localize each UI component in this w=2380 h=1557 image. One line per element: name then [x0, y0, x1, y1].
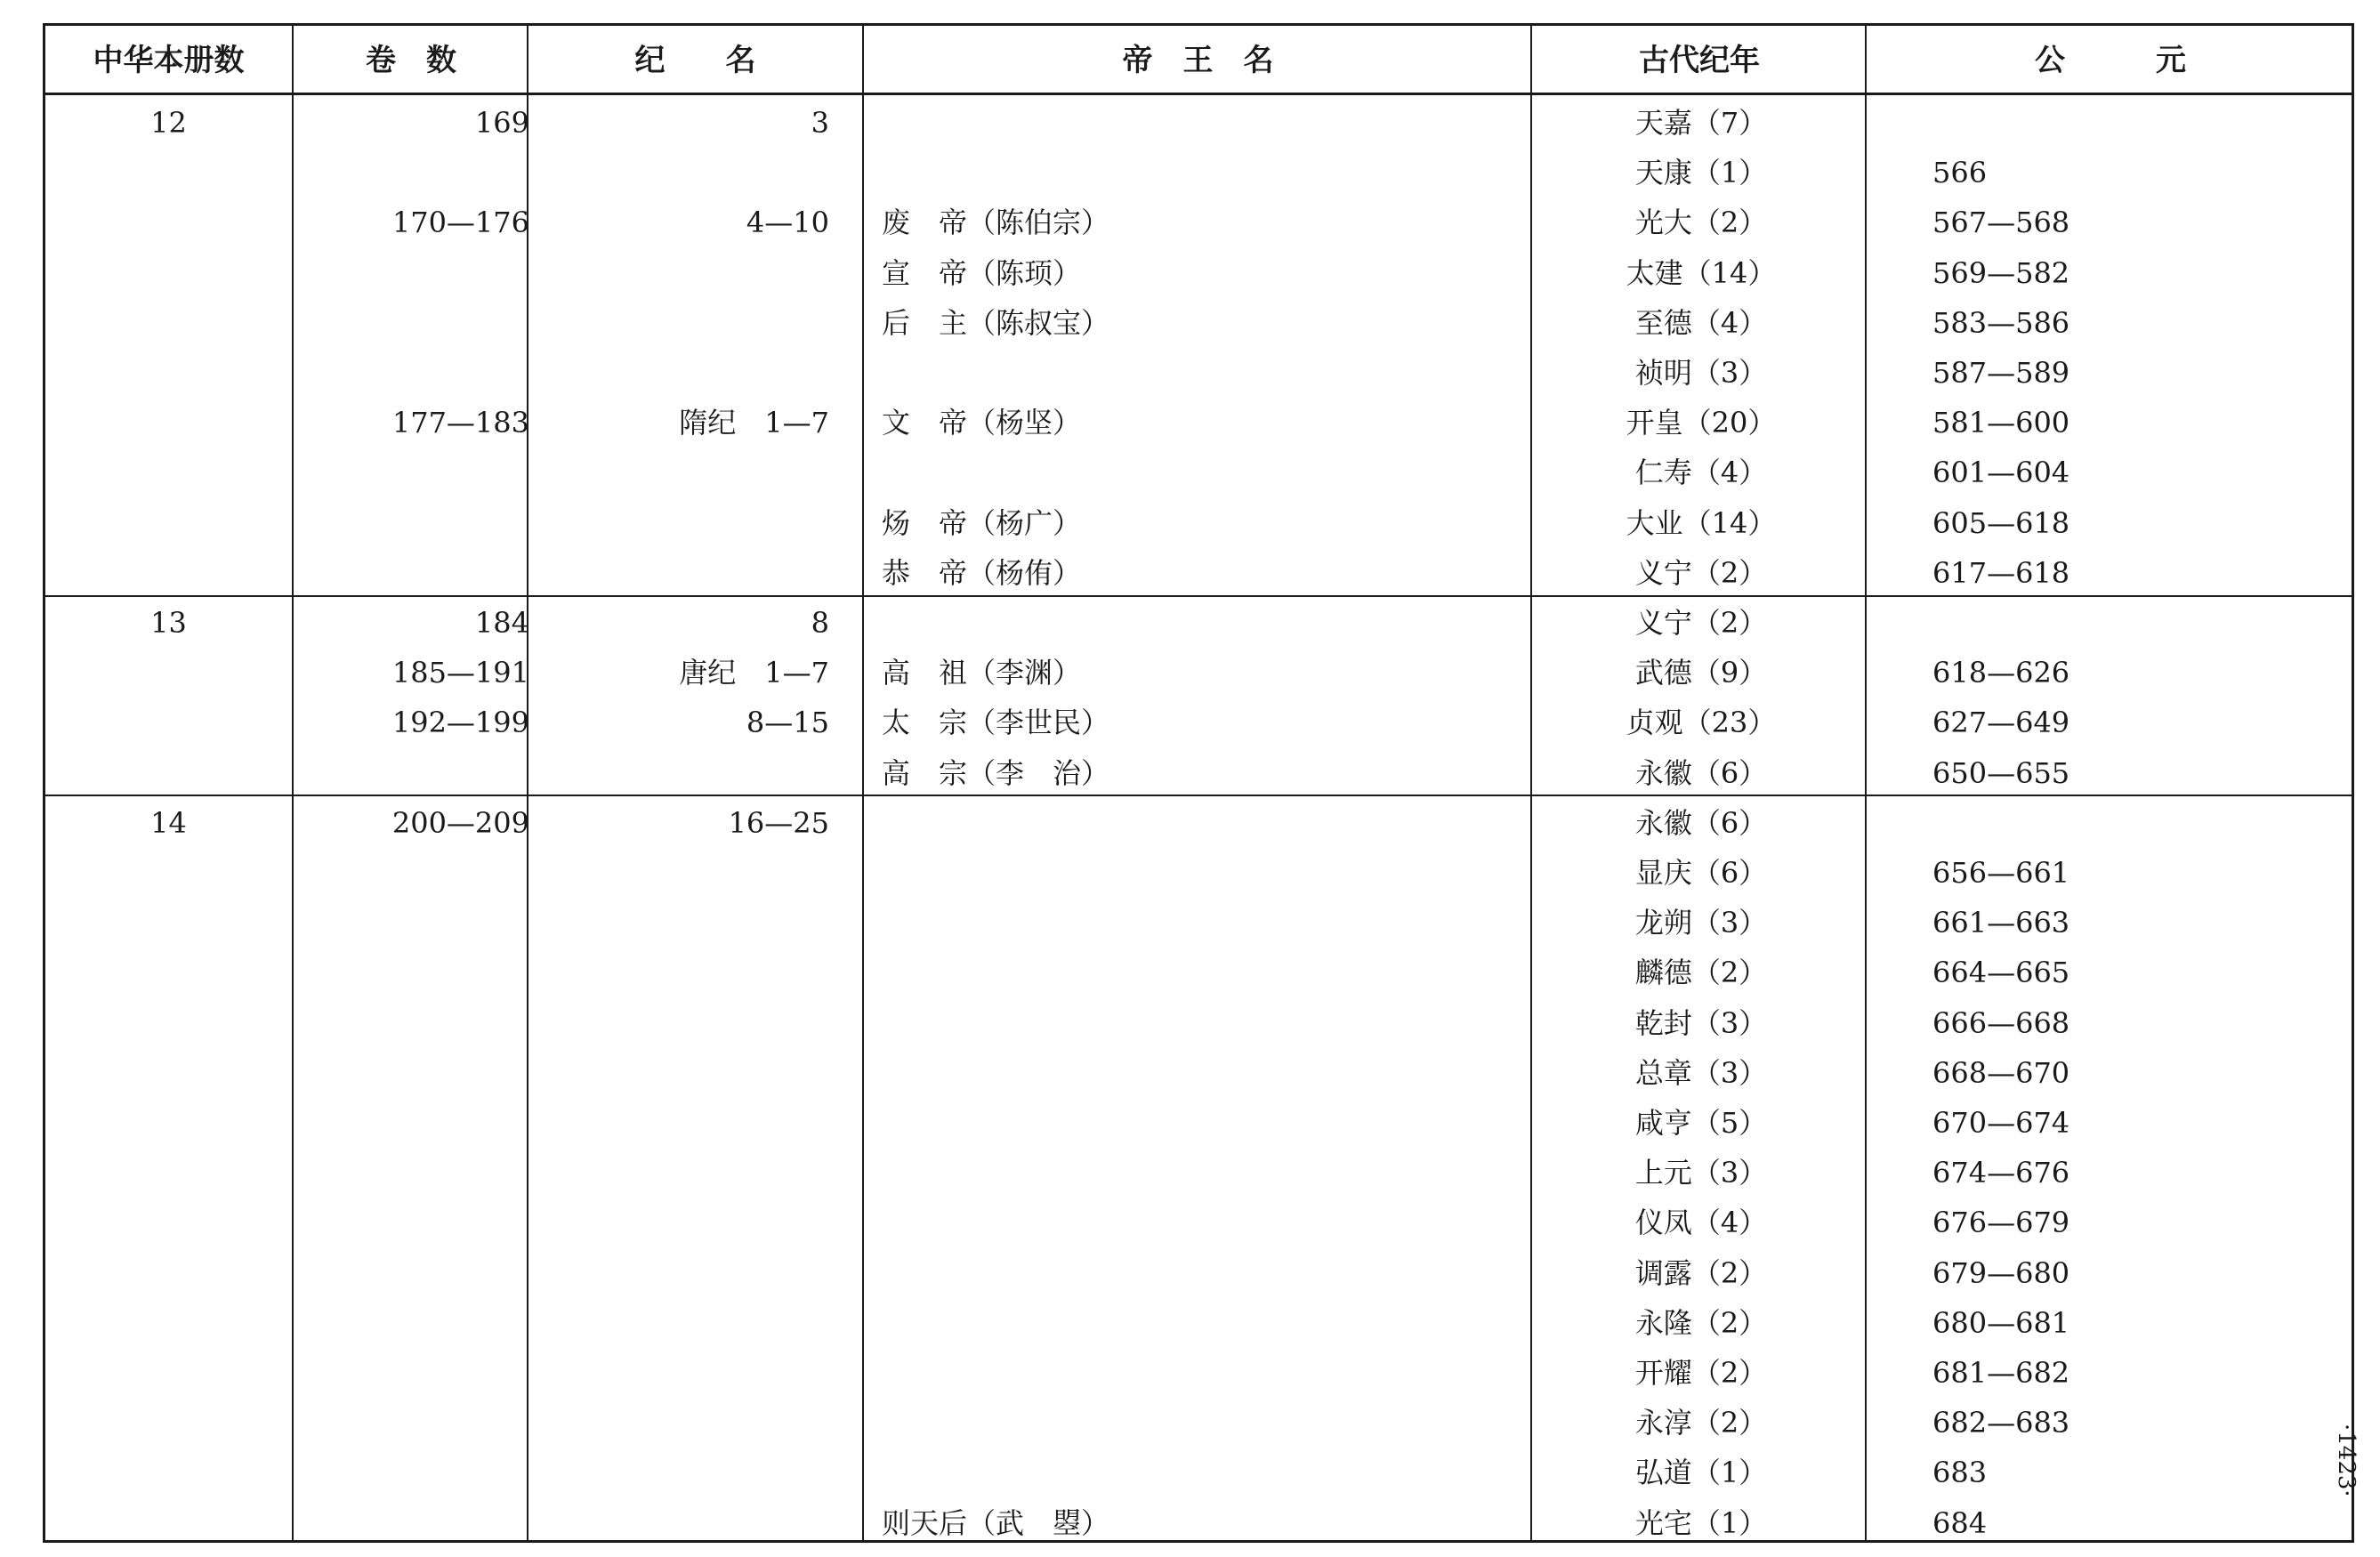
- cell-juan-range: [294, 1098, 529, 1148]
- cell-era-name: 永隆（2）: [1634, 1305, 1768, 1340]
- cell-era-name: 弘道（1）: [1634, 1456, 1768, 1490]
- cell-era-name: 开耀（2）: [1634, 1356, 1768, 1390]
- cell-annal-range: [528, 748, 829, 798]
- cell-era-name: 祯明（3）: [1634, 356, 1768, 390]
- cell-ad-year-range: 627—649: [1932, 706, 2070, 740]
- cell-emperor-name: [882, 848, 1522, 898]
- cell-juan-range: 184: [474, 606, 529, 640]
- cell-annal-range: [528, 948, 829, 997]
- cell-ad-year-range: 581—600: [1932, 406, 2070, 440]
- cell-juan-range: 170—176: [391, 206, 529, 240]
- cell-emperor-name: [882, 598, 1522, 648]
- cell-juan-range: [294, 298, 529, 348]
- cell-juan-range: [294, 548, 529, 598]
- cell-emperor-name: [882, 1098, 1522, 1148]
- header-era-name: 古代纪年: [1639, 43, 1760, 78]
- chronology-table: [43, 23, 2354, 1543]
- cell-era-name: 咸亨（5）: [1634, 1106, 1768, 1140]
- cell-annal-range: [528, 848, 829, 898]
- cell-ad-year-range: 668—670: [1932, 1055, 2070, 1090]
- cell-volume-number: [45, 1398, 292, 1448]
- cell-ad-year-range: 566: [1932, 156, 1988, 190]
- cell-annal-range: 4—10: [746, 206, 829, 240]
- cell-juan-range: [294, 148, 529, 198]
- cell-era-name: 光宅（1）: [1634, 1505, 1768, 1540]
- cell-volume-number: [45, 198, 292, 247]
- cell-annal-range: [528, 1098, 829, 1148]
- cell-emperor-name: [882, 998, 1522, 1048]
- cell-ad-year-range: [1932, 98, 2288, 148]
- cell-era-name: 义宁（2）: [1634, 606, 1768, 640]
- cell-juan-range: [294, 1148, 529, 1198]
- cell-era-name: 武德（9）: [1634, 656, 1768, 690]
- cell-annal-range: 8: [811, 606, 829, 640]
- cell-juan-range: 185—191: [391, 656, 529, 690]
- cell-era-name: 太建（14）: [1626, 255, 1777, 290]
- cell-juan-range: [294, 1348, 529, 1398]
- cell-ad-year-range: 605—618: [1932, 505, 2070, 540]
- cell-juan-range: [294, 848, 529, 898]
- cell-juan-range: [294, 748, 529, 798]
- cell-annal-range: 隋纪 1—7: [679, 406, 829, 440]
- cell-ad-year-range: 670—674: [1932, 1106, 2070, 1140]
- cell-volume-number: [45, 848, 292, 898]
- cell-juan-range: 200—209: [391, 805, 529, 840]
- cell-emperor-name: [882, 1198, 1522, 1247]
- cell-volume-number: [45, 1498, 292, 1548]
- cell-era-name: 仁寿（4）: [1634, 456, 1768, 490]
- cell-era-name: 开皇（20）: [1626, 406, 1777, 440]
- cell-volume-number: [45, 698, 292, 747]
- cell-annal-range: [528, 998, 829, 1048]
- cell-ad-year-range: 679—680: [1932, 1255, 2070, 1290]
- cell-juan-range: 177—183: [391, 406, 529, 440]
- cell-juan-range: [294, 1048, 529, 1098]
- cell-emperor-name: [882, 1298, 1522, 1348]
- cell-emperor-name: [882, 98, 1522, 148]
- cell-juan-range: [294, 1248, 529, 1298]
- cell-ad-year-range: 569—582: [1932, 255, 2070, 290]
- cell-annal-range: 唐纪 1—7: [679, 656, 829, 690]
- cell-era-name: 龙朔（3）: [1634, 906, 1768, 940]
- cell-juan-range: [294, 248, 529, 298]
- cell-volume-number: [45, 1298, 292, 1348]
- cell-emperor-name: 太 宗（李世民）: [882, 706, 1110, 740]
- cell-emperor-name: 文 帝（杨坚）: [882, 406, 1082, 440]
- cell-volume-number: [45, 548, 292, 598]
- cell-ad-year-range: 683: [1932, 1456, 1988, 1490]
- cell-annal-range: [528, 298, 829, 348]
- cell-era-name: 光大（2）: [1634, 206, 1768, 240]
- cell-annal-range: 16—25: [728, 805, 829, 840]
- cell-annal-range: [528, 1448, 829, 1497]
- cell-emperor-name: 高 宗（李 治）: [882, 755, 1110, 790]
- cell-emperor-name: [882, 1448, 1522, 1497]
- cell-volume-number: 14: [150, 805, 187, 840]
- page-number: ·1423·: [2333, 1424, 2360, 1497]
- cell-annal-range: [528, 1298, 829, 1348]
- cell-emperor-name: [882, 898, 1522, 948]
- cell-ad-year-range: 583—586: [1932, 305, 2070, 340]
- cell-juan-range: [294, 1448, 529, 1497]
- cell-juan-range: [294, 1498, 529, 1548]
- cell-era-name: 永淳（2）: [1634, 1406, 1768, 1440]
- cell-ad-year-range: 587—589: [1932, 356, 2070, 390]
- cell-emperor-name: [882, 1248, 1522, 1298]
- cell-ad-year-range: 617—618: [1932, 555, 2070, 590]
- cell-emperor-name: [882, 1148, 1522, 1198]
- cell-annal-range: [528, 1348, 829, 1398]
- cell-era-name: 仪凤（4）: [1634, 1206, 1768, 1240]
- cell-emperor-name: [882, 348, 1522, 398]
- cell-volume-number: [45, 398, 292, 448]
- cell-annal-range: [528, 1248, 829, 1298]
- header-divider: [45, 93, 2352, 95]
- cell-annal-range: 3: [811, 106, 829, 140]
- cell-volume-number: [45, 1198, 292, 1247]
- cell-era-name: 永徽（6）: [1634, 755, 1768, 790]
- cell-ad-year-range: 682—683: [1932, 1406, 2070, 1440]
- cell-annal-range: [528, 448, 829, 497]
- cell-volume-number: [45, 748, 292, 798]
- cell-emperor-name: [882, 148, 1522, 198]
- cell-era-name: 上元（3）: [1634, 1156, 1768, 1190]
- cell-volume-number: [45, 448, 292, 497]
- cell-emperor-name: 高 祖（李渊）: [882, 656, 1082, 690]
- column-divider: [862, 26, 864, 1540]
- cell-era-name: 麟德（2）: [1634, 956, 1768, 990]
- cell-ad-year-range: 674—676: [1932, 1156, 2070, 1190]
- cell-annal-range: [528, 348, 829, 398]
- header-juan: 卷 数: [366, 43, 456, 78]
- cell-juan-range: [294, 1398, 529, 1448]
- cell-emperor-name: [882, 1348, 1522, 1398]
- cell-ad-year-range: 656—661: [1932, 856, 2070, 890]
- cell-juan-range: 192—199: [391, 706, 529, 740]
- cell-emperor-name: [882, 798, 1522, 848]
- cell-volume-number: 13: [150, 606, 187, 640]
- cell-annal-range: [528, 148, 829, 198]
- cell-emperor-name: [882, 448, 1522, 497]
- cell-annal-range: [528, 1148, 829, 1198]
- cell-era-name: 永徽（6）: [1634, 805, 1768, 840]
- cell-juan-range: [294, 1298, 529, 1348]
- header-ad-year: 公 元: [2035, 43, 2186, 78]
- cell-era-name: 总章（3）: [1634, 1055, 1768, 1090]
- cell-juan-range: [294, 448, 529, 497]
- cell-emperor-name: 恭 帝（杨侑）: [882, 555, 1082, 590]
- cell-annal-range: [528, 1398, 829, 1448]
- cell-era-name: 调露（2）: [1634, 1255, 1768, 1290]
- cell-ad-year-range: [1932, 798, 2288, 848]
- cell-juan-range: [294, 1198, 529, 1247]
- cell-ad-year-range: 684: [1932, 1505, 1988, 1540]
- cell-juan-range: [294, 348, 529, 398]
- cell-juan-range: [294, 898, 529, 948]
- cell-volume-number: [45, 1048, 292, 1098]
- cell-annal-range: [528, 248, 829, 298]
- cell-juan-range: [294, 498, 529, 548]
- cell-volume-number: [45, 1348, 292, 1398]
- cell-ad-year-range: 567—568: [1932, 206, 2070, 240]
- cell-ad-year-range: 666—668: [1932, 1005, 2070, 1040]
- cell-volume-number: [45, 498, 292, 548]
- cell-era-name: 显庆（6）: [1634, 856, 1768, 890]
- cell-ad-year-range: 681—682: [1932, 1356, 2070, 1390]
- cell-emperor-name: 后 主（陈叔宝）: [882, 305, 1110, 340]
- cell-ad-year-range: 676—679: [1932, 1206, 2070, 1240]
- cell-emperor-name: 废 帝（陈伯宗）: [882, 206, 1110, 240]
- header-emperor-name: 帝 王 名: [1122, 43, 1274, 78]
- cell-era-name: 贞观（23）: [1626, 706, 1777, 740]
- cell-era-name: 天康（1）: [1634, 156, 1768, 190]
- cell-ad-year-range: 664—665: [1932, 956, 2070, 990]
- cell-volume-number: [45, 298, 292, 348]
- cell-ad-year-range: [1932, 598, 2288, 648]
- column-divider: [1530, 26, 1532, 1540]
- header-annal-name: 纪 名: [634, 43, 756, 78]
- cell-annal-range: [528, 1198, 829, 1247]
- cell-emperor-name: [882, 948, 1522, 997]
- cell-juan-range: [294, 948, 529, 997]
- cell-volume-number: [45, 998, 292, 1048]
- cell-era-name: 大业（14）: [1626, 505, 1777, 540]
- cell-annal-range: [528, 498, 829, 548]
- cell-volume-number: [45, 1248, 292, 1298]
- cell-emperor-name: 则天后（武 曌）: [882, 1505, 1110, 1540]
- cell-annal-range: [528, 898, 829, 948]
- cell-era-name: 乾封（3）: [1634, 1005, 1768, 1040]
- cell-emperor-name: 炀 帝（杨广）: [882, 505, 1082, 540]
- cell-volume-number: 12: [150, 106, 187, 140]
- cell-ad-year-range: 650—655: [1932, 755, 2070, 790]
- cell-ad-year-range: 661—663: [1932, 906, 2070, 940]
- cell-ad-year-range: 680—681: [1932, 1305, 2070, 1340]
- cell-annal-range: [528, 548, 829, 598]
- cell-volume-number: [45, 1148, 292, 1198]
- cell-volume-number: [45, 898, 292, 948]
- cell-annal-range: [528, 1048, 829, 1098]
- cell-era-name: 天嘉（7）: [1634, 106, 1768, 140]
- cell-emperor-name: [882, 1048, 1522, 1098]
- cell-annal-range: 8—15: [746, 706, 829, 740]
- cell-ad-year-range: 601—604: [1932, 456, 2070, 490]
- cell-annal-range: [528, 1498, 829, 1548]
- cell-era-name: 至德（4）: [1634, 305, 1768, 340]
- cell-volume-number: [45, 948, 292, 997]
- cell-volume-number: [45, 348, 292, 398]
- cell-volume-number: [45, 1448, 292, 1497]
- cell-volume-number: [45, 248, 292, 298]
- cell-juan-range: [294, 998, 529, 1048]
- cell-volume-number: [45, 1098, 292, 1148]
- cell-juan-range: 169: [474, 106, 529, 140]
- cell-era-name: 义宁（2）: [1634, 555, 1768, 590]
- cell-volume-number: [45, 148, 292, 198]
- cell-volume-number: [45, 648, 292, 698]
- cell-ad-year-range: 618—626: [1932, 656, 2070, 690]
- cell-emperor-name: 宣 帝（陈顼）: [882, 255, 1082, 290]
- header-volume-number: 中华本册数: [93, 43, 245, 78]
- cell-emperor-name: [882, 1398, 1522, 1448]
